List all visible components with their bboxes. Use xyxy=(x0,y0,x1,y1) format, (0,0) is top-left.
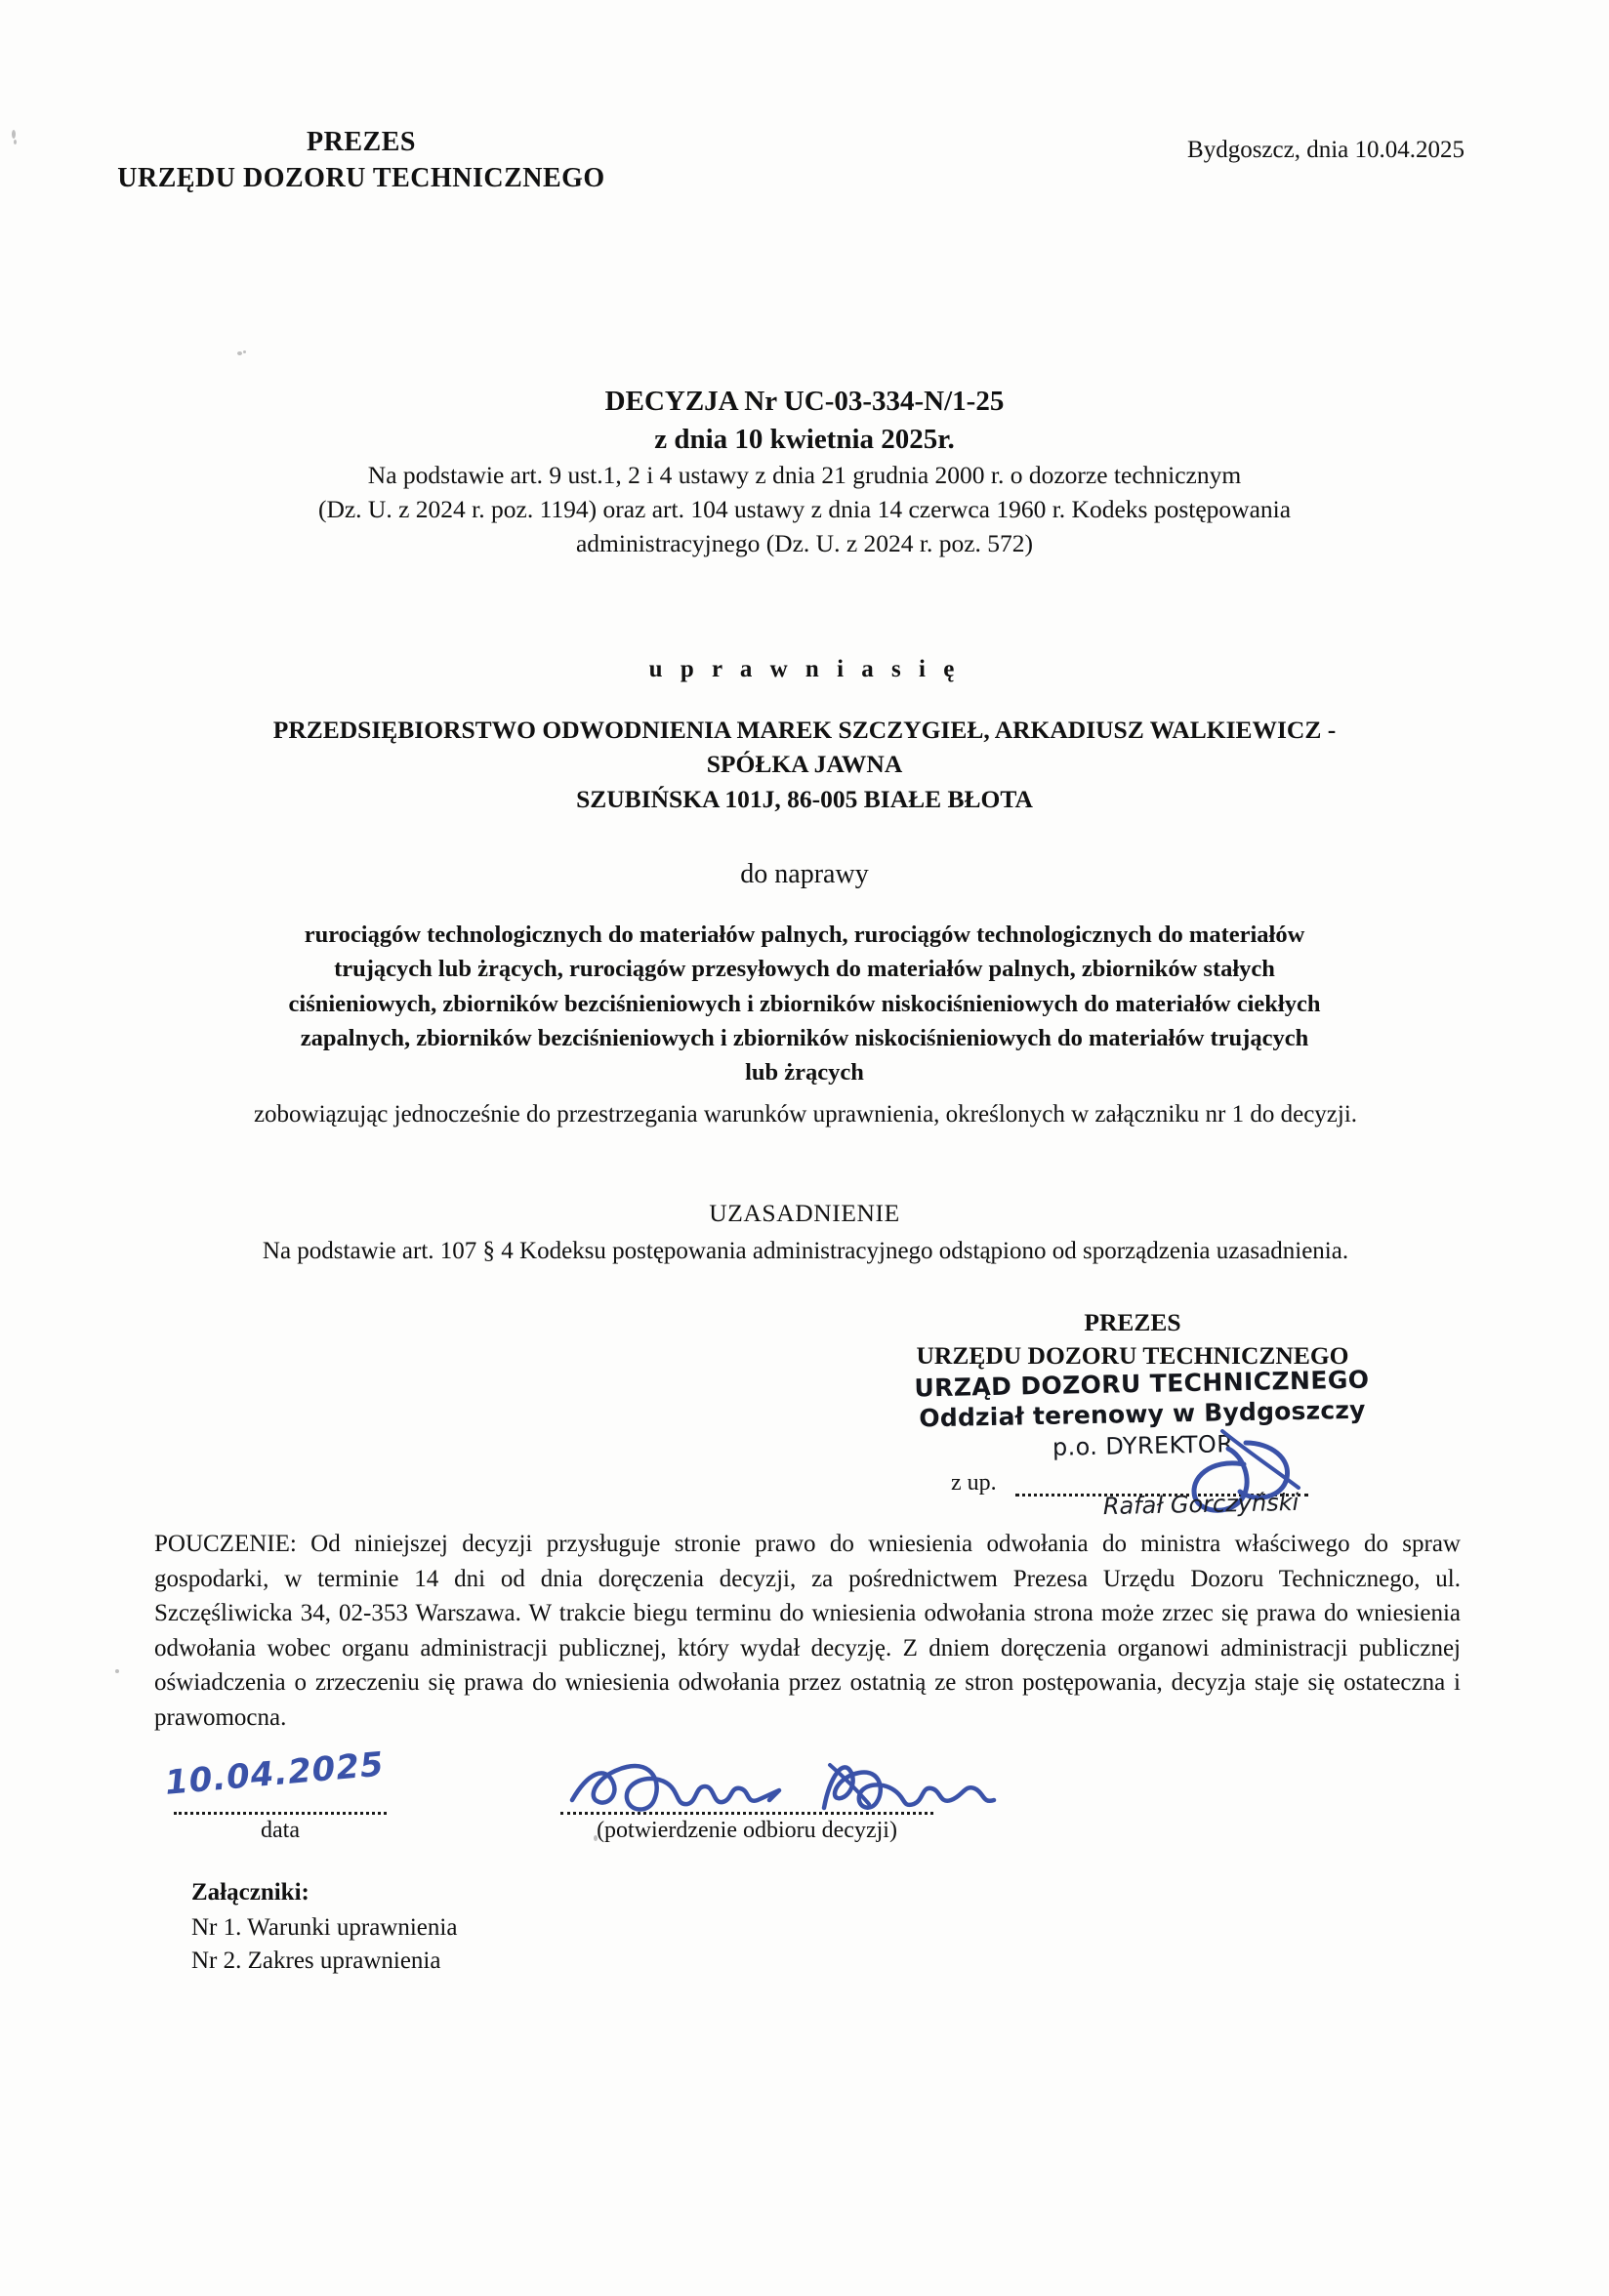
scope-line-3: ciśnieniowych, zbiorników bezciśnieniowych i zbiorników niskociśnieniowych do materiałów ciekłych xyxy=(288,990,1321,1017)
letterhead-line-1: PREZES xyxy=(307,127,416,157)
stamp-line-3: p.o. DYREKTOR xyxy=(1052,1430,1234,1461)
obligation-text: zobowiązując jednocześnie do przestrzegania warunków uprawnienia, określonych w załączniku nr 1 do decyzji. xyxy=(253,1101,1358,1128)
date-dotted-line xyxy=(174,1808,387,1815)
entity-address: SZUBIŃSKA 101J, 86-005 BIAŁE BŁOTA xyxy=(576,784,1033,813)
receipt-confirmation-label: (potwierdzenie odbioru decyzji) xyxy=(597,1818,897,1843)
scope-line-2: trujących lub żrących, rurociągów przesyłowych do materiałów palnych, zbiorników stałych xyxy=(334,956,1275,983)
signature-title-line-1: PREZES xyxy=(1084,1308,1181,1336)
date-label: data xyxy=(261,1818,300,1843)
scope-line-1: rurociągów technologicznych do materiałów palnych, rurociągów technologicznych do materiałów xyxy=(304,922,1305,948)
entity-name-line-2: SPÓŁKA JAWNA xyxy=(706,750,903,779)
scope-of-authorization xyxy=(144,918,1465,1089)
letterhead-line-2: URZĘDU DOZORU TECHNICZNEGO xyxy=(117,162,605,193)
signature-authority-title xyxy=(859,1306,1406,1372)
scope-line-5: lub żrących xyxy=(745,1059,864,1086)
justification-heading: UZASADNIENIE xyxy=(709,1199,900,1227)
attachments-heading: Załączniki: xyxy=(191,1879,309,1906)
scan-speckle xyxy=(237,351,242,355)
grants-label: u p r a w n i a s i ę xyxy=(648,656,961,682)
entity-name-line-1: PRZEDSIĘBIORSTWO ODWODNIENIA MAREK SZCZYGIEŁ, ARKADIUSZ WALKIEWICZ - xyxy=(272,716,1337,744)
legal-basis xyxy=(210,459,1399,561)
by-authority-label: z up. xyxy=(951,1470,997,1496)
scan-speckle xyxy=(14,140,17,144)
official-stamp xyxy=(839,1364,1446,1465)
scope-line-4: zapalnych, zbiorników bezciśnieniowych i zbiorników niskociśnieniowych do materiałów trujących xyxy=(300,1024,1309,1051)
authorized-entity xyxy=(117,713,1492,816)
attachment-item-1: Nr 1. Warunki uprawnienia xyxy=(191,1914,458,1941)
purpose-label: do naprawy xyxy=(740,859,869,889)
attachments-list xyxy=(191,1876,457,1978)
decision-date: z dnia 10 kwietnia 2025r. xyxy=(654,423,955,455)
handwritten-date-ink: 10.04.2025 xyxy=(163,1744,387,1803)
legal-basis-line-3: administracyjnego (Dz. U. z 2024 r. poz. 572) xyxy=(575,528,1034,557)
attachment-item-2: Nr 2. Zakres uprawnienia xyxy=(191,1948,441,1974)
stamp-line-2: Oddział terenowy w Bydgoszczy xyxy=(919,1395,1366,1433)
legal-basis-line-2: (Dz. U. z 2024 r. poz. 1194) oraz art. 104 ustawy z dnia 14 czerwca 1960 r. Kodeks postępowania xyxy=(317,494,1292,523)
signature-title-line-2: URZĘDU DOZORU TECHNICZNEGO xyxy=(916,1340,1349,1370)
place-and-date: Bydgoszcz, dnia 10.04.2025 xyxy=(1187,137,1465,163)
legal-instruction-text: POUCZENIE: Od niniejszej decyzji przysługuje stronie prawo do wniesienia odwołania do ministra właściwego do spraw gospodarki, w terminie 14 dni od dnia doręczenia decyzji, za pośrednictwem Prezesa Urzędu Dozoru Technicznego, ul. Szczęśliwicka 34, 02-353 Warszawa. W trakcie biegu terminu do wniesienia odwołania strona może zrzec się prawa do wniesienia odwołania wobec organu administracji publicznej, który wydał decyzję. Z dniem doręczenia organowi administracji publicznej oświadczenia o zrzeczeniu się prawa do wniesienia odwołania przez ostatnią ze stron postępowania, decyzja staje się ostateczna i prawomocna. xyxy=(154,1531,1461,1731)
decision-number: DECYZJA Nr UC-03-334-N/1-25 xyxy=(604,386,1005,417)
stamp-line-1: URZĄD DOZORU TECHNICZNEGO xyxy=(914,1365,1370,1403)
decision-title-block xyxy=(0,383,1609,459)
scan-speckle xyxy=(115,1669,119,1673)
signer-name: Rafał Gorczyński xyxy=(1102,1488,1300,1521)
receipt-dotted-line xyxy=(560,1808,933,1815)
scan-speckle xyxy=(243,350,246,353)
justification-body: Na podstawie art. 107 § 4 Kodeksu postępowania administracyjnego odstąpiono od sporządzenia uzasadnienia. xyxy=(262,1238,1349,1264)
scan-speckle xyxy=(12,130,16,139)
letterhead xyxy=(59,125,664,197)
legal-basis-line-1: Na podstawie art. 9 ust.1, 2 i 4 ustawy z dnia 21 grudnia 2000 r. o dozorze technicznym xyxy=(367,461,1242,489)
